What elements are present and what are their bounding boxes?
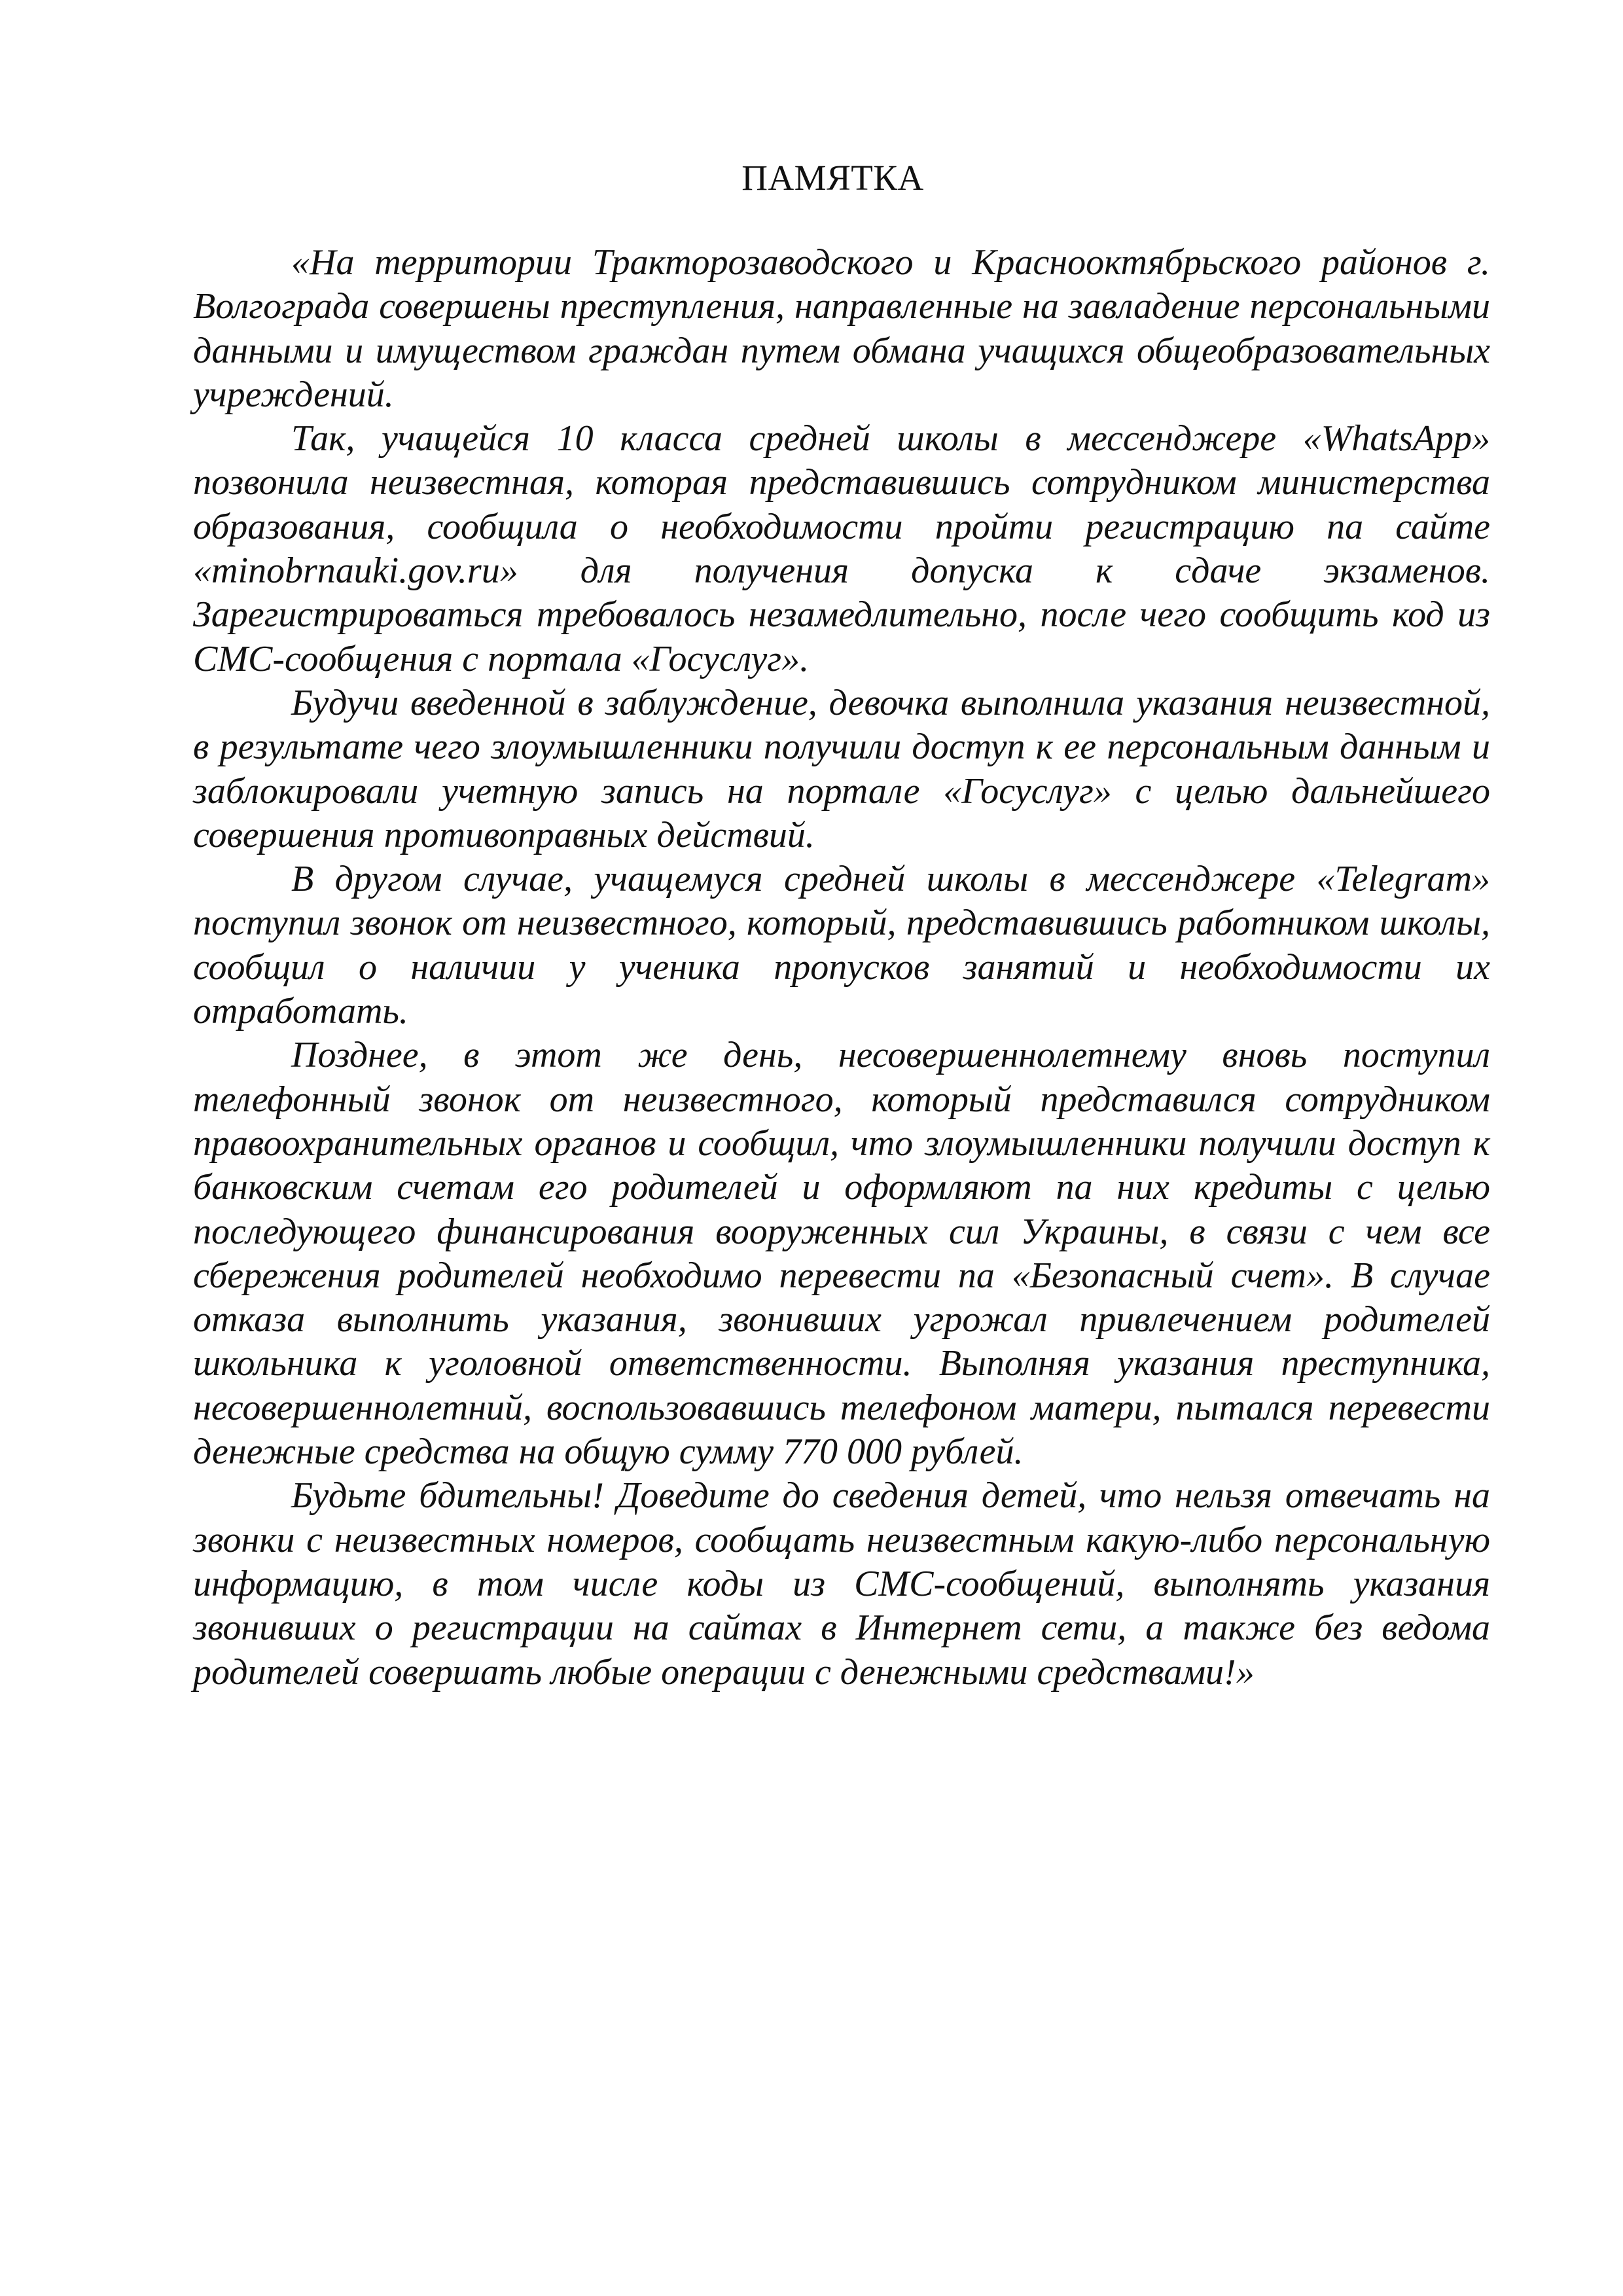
paragraph-intro: «На территории Тракторозаводского и Краснооктябрьского районов г. Волгограда совершены преступления, направленные на завладение персональными данными и имуществом граждан путем обмана учащихся общеобразовательных учреждений.	[193, 242, 1490, 415]
paragraph-gosuslugi-consequence: Будучи введенной в заблуждение, девочка выполнила указания неизвестной, в результате чего злоумышленники получили доступ к ее персональным данным и заблокировали учетную запись на портале «Госуслуг» с целью дальнейшего совершения противоправных действий.	[193, 682, 1490, 855]
document-body	[193, 241, 1490, 1695]
paragraph-whatsapp-case: Так, учащейся 10 класса средней школы в мессенджере «WhatsApp» позвонила неизвестная, которая представившись сотрудником министерства образования, сообщила о необходимости пройти регистрацию па сайте «minobrnauki.gov.ru» для получения допуска к сдаче экзаменов. Зарегистрироваться требовалось незамедлительно, после чего сообщить код из СМС-сообщения с портала «Госуслуг».	[193, 418, 1490, 679]
paragraph-telegram-case: В другом случае, учащемуся средней школы в мессенджере «Telegram» поступил звонок от неизвестного, который, представившись работником школы, сообщил о наличии у ученика пропусков занятий и необходимости их отработать.	[193, 859, 1490, 1032]
document-title: ПАМЯТКА	[741, 158, 924, 198]
paragraph-warning: Будьте бдительны! Доведите до сведения детей, что нельзя отвечать на звонки с неизвестных номеров, сообщать неизвестным какую-либо персональную информацию, в том числе коды из СМС-сообщений, выполнять указания звонивших о регистрации на сайтах в Интернет сети, а также без ведома родителей совершать любые операции с денежными средствами!»	[193, 1475, 1490, 1693]
paragraph-safe-account-case: Позднее, в этот же день, несовершеннолетнему вновь поступил телефонный звонок от неизвестного, который представился сотрудником правоохранительных органов и сообщил, что злоумышленники получили доступ к банковским счетам его родителей и оформляют па них кредиты с целью последующего финансирования вооруженных сил Украины, в связи с чем все сбережения родителей необходимо перевести па «Безопасный счет». В случае отказа выполнить указания, звонивших угрожал привлечением родителей школьника к уголовной ответственности. Выполняя указания преступника, несовершеннолетний, воспользовавшись телефоном матери, пытался перевести денежные средства на общую сумму 770 000 рублей.	[193, 1035, 1490, 1473]
